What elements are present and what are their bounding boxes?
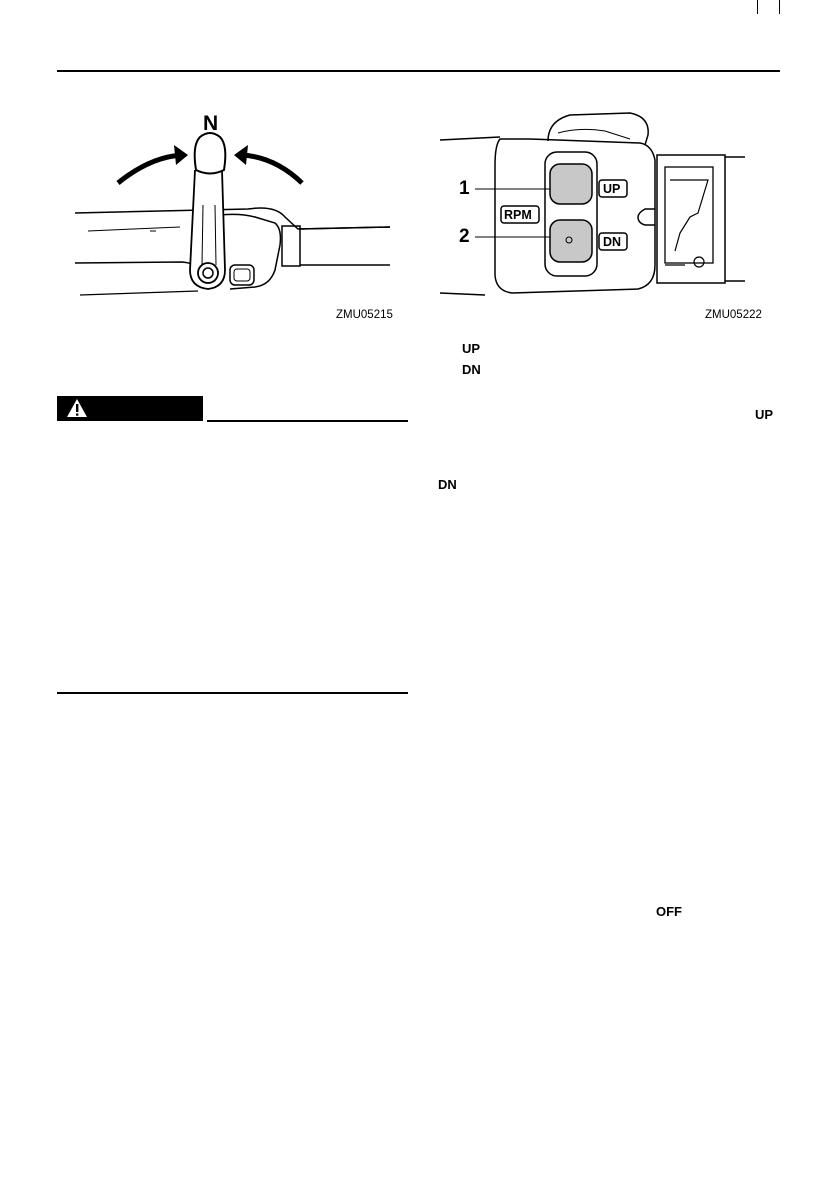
inline-dn: DN: [438, 477, 457, 492]
callout-1: 1: [459, 178, 470, 199]
warning-header: [57, 396, 203, 421]
crop-mark-right: [779, 0, 780, 14]
switch-panel-illustration: [440, 105, 780, 305]
legend-dn: DN: [462, 362, 481, 377]
inline-off: OFF: [656, 904, 682, 919]
up-label: UP: [603, 182, 621, 196]
legend-up: UP: [462, 341, 481, 356]
warning-top-rule: [207, 420, 408, 422]
figure-code-right: ZMU05222: [705, 309, 762, 321]
inline-up: UP: [755, 407, 774, 422]
lever-label-n: N: [203, 112, 219, 135]
lever-illustration: [70, 105, 390, 305]
warning-triangle-icon: [66, 398, 88, 418]
warning-bottom-rule: [57, 692, 408, 694]
header-rule: [57, 70, 780, 72]
callout-2: 2: [459, 226, 470, 247]
dn-label: DN: [603, 235, 622, 249]
crop-mark-left: [757, 0, 758, 14]
figure-code-left: ZMU05215: [336, 309, 393, 321]
rpm-label: RPM: [504, 208, 532, 222]
